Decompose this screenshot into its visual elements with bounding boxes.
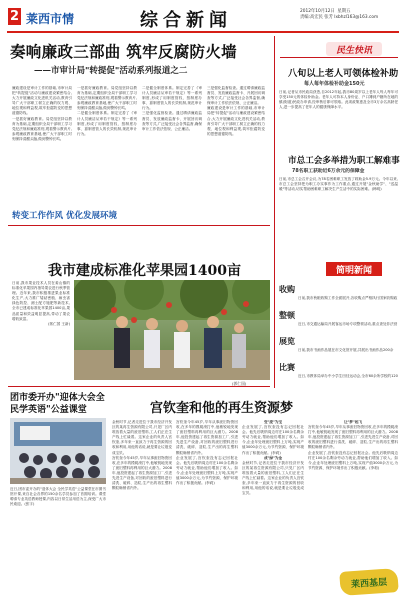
lead-paragraph: 二是健全制度体系。制定完善了《审计人员廉洁从审若干规定》等一系列制度,形成了用制度管权、按制度办事、靠制度管人的长效机制,规范审计行为。 — [142, 86, 202, 111]
youth-caption: 近日,团市委开办的"迎体大会 全民学英语"公益课堂在市图书馆开课,来自社会各界的150余名学员参加了首期培训。课堂聘请专业英语教师授课,内容以日常生活用语为主,深受广大市民欢迎。(张宇) — [10, 487, 106, 507]
renewal-paragraph: 宫钦奎今年45岁,早年从事废旧物资回收,在多年的摸爬滚打中,他敏锐地发现了废旧塑料再利用的巨大潜力。2008年,他投资建起了再生资源加工厂,引进先进生产设备,对回收的废旧塑料进行清洗、破碎、造粒,生产出的再生塑料颗粒畅销省内外。 — [176, 420, 238, 455]
header — [0, 0, 406, 34]
stamp-text: 莱西基层 — [350, 577, 388, 590]
renewal-subhead: 成"绿"为金 — [263, 455, 283, 460]
lead-headline: 奏响廉政三部曲 筑牢反腐防火墙 — [10, 42, 237, 61]
rb-headline-1: 八旬以上老人可领体检补助 — [288, 68, 399, 79]
brief-news-title-bar — [326, 262, 382, 276]
youth-photo — [10, 418, 106, 484]
brief-key: 收购 — [279, 284, 295, 294]
brief-item — [279, 284, 398, 308]
renewal-paragraph: 企业发展了,宫钦奎没有忘记回报社会。他先后吸纳周边村庄100余名剩余劳动力就业,帮助他们增加了收入。如今,企业年处理废旧塑料上万吨,实现产值3000余万元,为节约资源、保护环境作出了积极贡献。(李莉) — [242, 425, 304, 455]
renewal-paragraph: 宫钦奎今年45岁,早年从事废旧物资回收,在多年的摸爬滚打中,他敏锐地发现了废旧塑料再利用的巨大潜力。2008年,他投资建起了再生资源加工厂,引进先进生产设备,对回收的废旧塑料进行清洗、破碎、造粒,生产出的再生塑料颗粒畅销省内外。 — [308, 425, 398, 450]
rb-subhead-1: 每人每年体检补助金150元 — [304, 81, 365, 87]
slogan-banner: 转变工作作风 优化发展环境 — [12, 211, 117, 221]
page-number: 2 — [9, 9, 20, 24]
lead-col-2 — [77, 86, 137, 201]
apple-caption: (郭仁国) — [232, 381, 247, 386]
brief-news-title: 简明新闻 — [335, 265, 372, 276]
section-tag: 莱西市情 — [26, 12, 75, 26]
issue-date — [300, 9, 378, 21]
rb-paragraph-2: 日前,市总工会召开会议,为78名困难职工发放了救助金5.9万元。今年以来,市总工会坚持把为职工办实事作为工作重点,通过开展"金秋助学"、"送温暖"等活动,切实帮助困难职工解决生产生活中的实际困难。(韩明) — [279, 177, 398, 192]
brief-item — [279, 362, 398, 386]
lead-paragraph: 一是抓好廉政教育。局党组坚持以教育为基础,定期组织全局干部职工学习党纪法规和廉政准则,观看警示教育片,参观廉政教育基地,使广大干部职工时刻保持清醒头脑,做到警钟长鸣。 — [12, 116, 72, 141]
brief-text: 日前,我市秋粮收购工作全面展开,各收购点严格执行国家收购政 — [298, 296, 398, 300]
weekday-text: 星期五 — [337, 9, 351, 14]
banner-rule — [280, 57, 398, 58]
header-rule — [7, 31, 399, 33]
rb-headline-2: 市总工会多举措为职工解难事 — [288, 156, 400, 166]
banner-minsheng — [326, 42, 382, 56]
lead-rule — [8, 225, 270, 226]
lead-col-3 — [142, 86, 202, 201]
lead-paragraph: 廉政建设是审计工作的基础,市审计局把"转提促"活动与廉政建设紧密结合,大力开展廉政文化进机关活动,教育引导广大干部职工树立正确的权力观、地位观和利益观,筑牢拒腐防变的思想道德防线。 — [207, 106, 265, 136]
renewal-subhead: 让"梦"起飞 — [343, 420, 363, 424]
brief-key: 比赛 — [279, 362, 295, 372]
apple-text — [12, 281, 70, 381]
renewal-col-1 — [112, 420, 172, 596]
page-title: 综合新闻 — [140, 10, 232, 31]
email-text: lxbhzl163@163.com — [334, 15, 379, 20]
renewal-paragraph: 金秋时节,记者走进位于我市经济开发区的某再生资源有限公司,只见厂区内堆放着大量的废旧塑料,工人们正在生产线上忙碌着。这家企业的负责人宫钦奎,多年来一直致力于再生资源的回收和利用,用他的话说,就是要让垃圾变成宝贝。 — [242, 460, 304, 496]
youth-headline: 团市委开办"迎体大会全民学英语"公益课堂 — [10, 393, 105, 415]
renewal-paragraph: 金秋时节,记者走进位于我市经济开发区的某再生资源有限公司,只见厂区内堆放着大量的废旧塑料,工人们正在生产线上忙碌着。这家企业的负责人宫钦奎,多年来一直致力于再生资源的回收和利用,用他的话说,就是要让垃圾变成宝贝。 — [112, 420, 172, 455]
brief-key: 整顿 — [279, 310, 295, 320]
lead-col-4 — [207, 86, 265, 201]
apple-rule — [8, 386, 270, 387]
stamp-badge — [339, 568, 399, 596]
lead-paragraph: 一是抓好廉政教育。局党组坚持以教育为基础,定期组织全局干部职工学习党纪法规和廉政准则,观看警示教育片,参观廉政教育基地,使广大干部职工时刻保持清醒头脑,做到警钟长鸣。 — [77, 86, 137, 111]
brief-item — [279, 310, 398, 334]
editor-text: 责编:高宏民 张芳 — [300, 15, 333, 20]
lead-paragraph: 二是健全制度体系。制定完善了《审计人员廉洁从审若干规定》等一系列制度,形成了用制度管权、按制度办事、靠制度管人的长效机制,规范审计行为。 — [77, 111, 137, 136]
lead-paragraph: 三是强化监督检查。通过聘请廉政监督员、发放廉政监督卡、开展回访调查等方式,广泛接受社会各界监督,确保审计工作依法依规、公正廉洁。 — [207, 86, 265, 106]
brief-item — [279, 336, 398, 360]
renewal-paragraph: 企业发展了,宫钦奎没有忘记回报社会。他先后吸纳周边村庄100余名剩余劳动力就业,帮助他们增加了收入。如今,企业年处理废旧塑料上万吨,实现产值3000余万元,为节约资源、保护环境作出了积极贡献。(李莉) — [176, 455, 238, 486]
lead-paragraph: 三是强化监督检查。通过聘请廉政监督员、发放廉政监督卡、开展回访调查等方式,广泛接受社会各界监督,确保审计工作依法依规、公正廉洁。 — [142, 111, 202, 131]
date-text: 2012年10月12日 — [300, 9, 335, 14]
brief-text: 近日,市教体局举办中小学生田径运动会,全市60余所学校的120 — [298, 374, 398, 378]
brief-list — [279, 284, 398, 388]
banner-text: 民生快讯 — [335, 45, 372, 56]
lead-subhead: ——市审计局"转提促"活动系列报道之二 — [34, 66, 188, 76]
brief-text: 近日,市交通运输局开展客运市场专项整顿活动,重点查处非法营 — [298, 322, 398, 326]
renewal-headline: 宫钦奎和他的再生资源梦 — [150, 401, 294, 416]
brief-key: 展览 — [279, 336, 295, 346]
renewal-col-2 — [176, 420, 238, 596]
renewal-col-3 — [242, 420, 304, 596]
apple-headline: 我市建成标准化苹果园1400亩 — [48, 263, 241, 279]
renewal-subhead: 变"废"为宝 — [263, 420, 283, 424]
renewal-paragraph: 企业发展了,宫钦奎没有忘记回报社会。他先后吸纳周边村庄100余名剩余劳动力就业,帮助他们增加了收入。如今,企业年处理废旧塑料上万吨,实现产值3000余万元,为节约资源、保护环境作出了积极贡献。(李莉) — [308, 450, 398, 470]
classroom-image — [10, 418, 106, 484]
renewal-paragraph: 宫钦奎今年45岁,早年从事废旧物资回收,在多年的摸爬滚打中,他敏锐地发现了废旧塑料再利用的巨大潜力。2008年,他投资建起了再生资源加工厂,引进先进生产设备,对回收的废旧塑料进行清洗、破碎、造粒,生产出的再生塑料颗粒畅销省内外。 — [112, 455, 172, 491]
rb-subhead-2: 78名职工获助近6万余元的保障金 — [292, 169, 365, 174]
right-border — [274, 36, 275, 388]
lead-col-1 — [12, 86, 72, 201]
apple-byline: (郭仁国 王新) — [48, 321, 70, 326]
renewal-col-4 — [308, 420, 398, 570]
brief-text: 日前,我市书画作品展在市文化馆开展,共展出书画作品200余 — [298, 348, 394, 352]
apple-paragraph: 日前,我市果业技术人员在姜山镇的标准化苹果园内指导果农进行秋季管理。近年来,我市积极推进果业标准化生产,大力推广矮砧密植、病虫害绿色防控、测土配方施肥等新技术,全市已建成标准化苹果园1400亩,果品质量和效益明显提高,带动了果农增收致富。 — [12, 281, 70, 321]
lead-paragraph: 廉政建设是审计工作的基础,市审计局把"转提促"活动与廉政建设紧密结合,大力开展廉政文化进机关活动,教育引导广大干部职工树立正确的权力观、地位观和利益观,筑牢拒腐防变的思想道德防线。 — [12, 86, 72, 116]
apple-photo — [74, 280, 270, 380]
rb-paragraph-1: 日前,记者从市民政局获悉,自2012年起,我市80周岁以上老年人每人每年可享受150元的体检补助金。老年人可持本人身份证、户口簿到户籍所在地的镇(街道)民政办申请,经审核后即可领取。此项政策惠及全市3万余名高龄老人,进一步提高了老年人的健康保障水平。 — [279, 90, 398, 110]
orchard-image — [74, 280, 270, 380]
